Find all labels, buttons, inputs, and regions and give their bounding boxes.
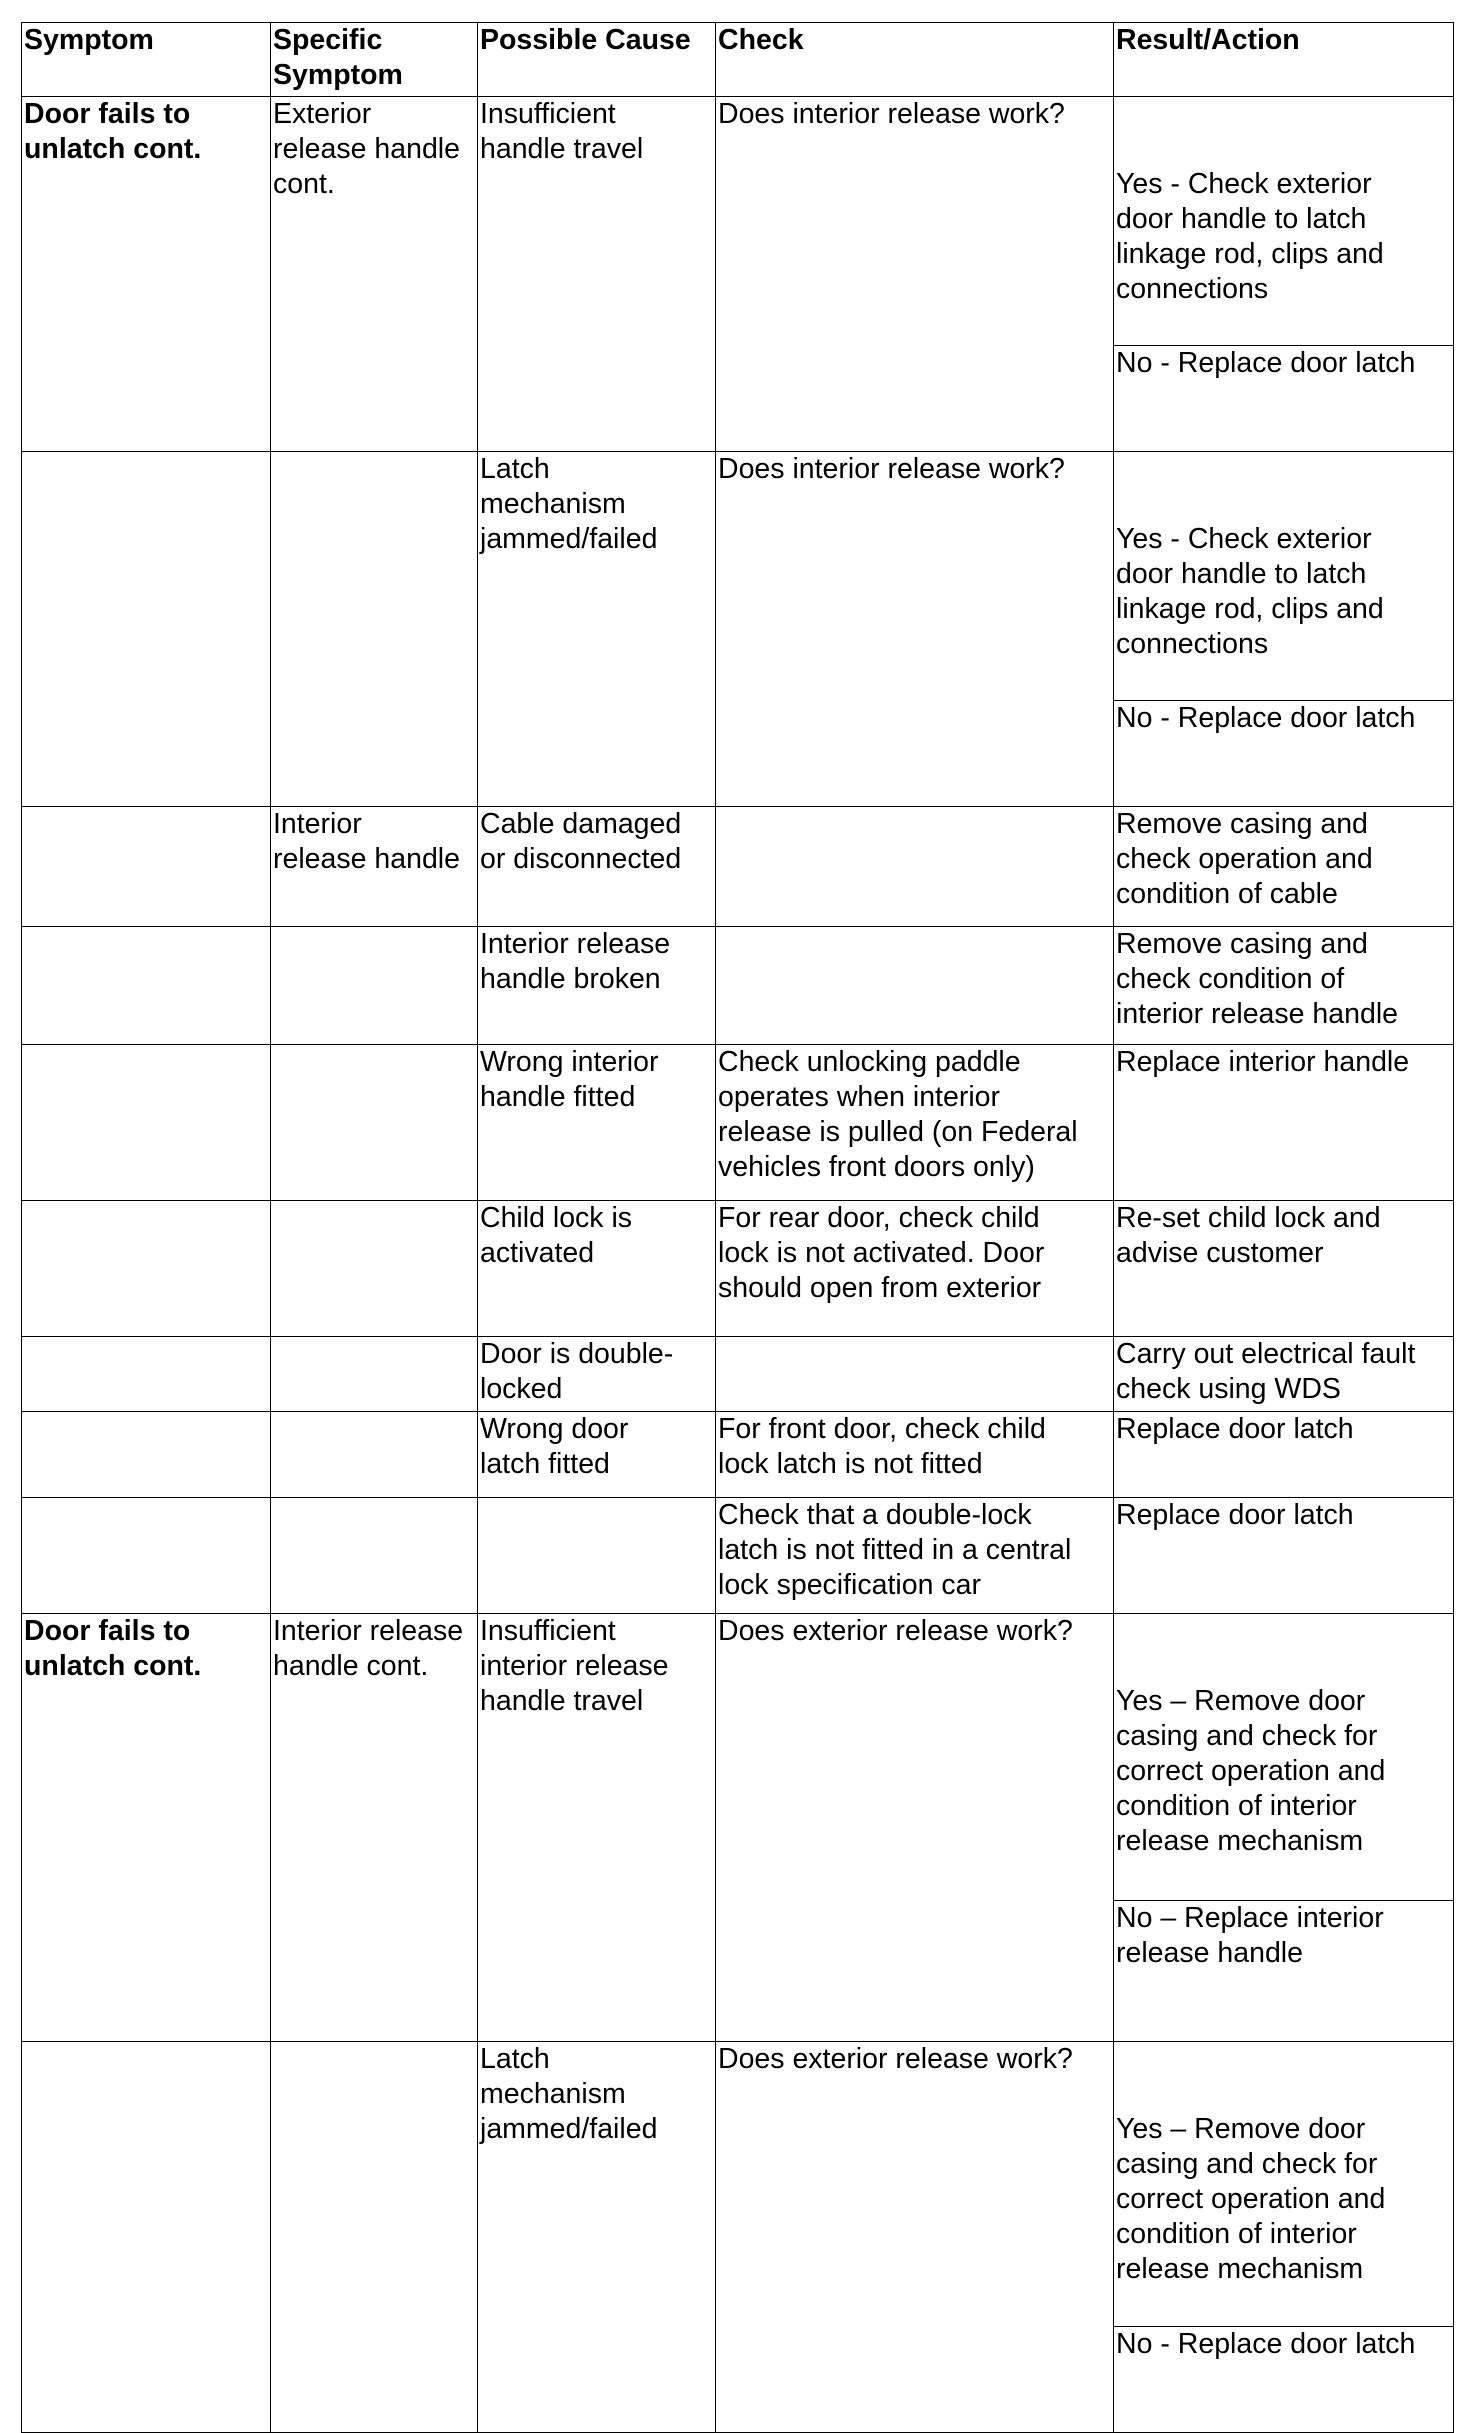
- symptom-cell: [22, 1412, 271, 1498]
- table-header-row: [22, 23, 1454, 97]
- specific-symptom-cell: Interior release handle cont.: [271, 1614, 478, 2042]
- header-possible-cause: Possible Cause: [478, 23, 716, 97]
- symptom-cell: Door fails to unlatch cont.: [22, 97, 271, 452]
- result-no: No - Replace door latch: [1114, 2326, 1453, 2362]
- possible-cause-cell: Cable damaged or disconnected: [478, 807, 716, 927]
- specific-symptom-cell: [271, 1498, 478, 1614]
- symptom-cell: [22, 1498, 271, 1614]
- result-action-cell: Replace interior handle: [1114, 1045, 1454, 1201]
- result-action-cell: Replace door latch: [1114, 1498, 1454, 1614]
- table-row: [22, 1201, 1454, 1337]
- result-yes: Yes – Remove door casing and check for correct operation and condition of interior release mechanism: [1116, 1685, 1386, 1857]
- possible-cause-cell: Insufficient handle travel: [478, 97, 716, 452]
- check-cell: For front door, check child lock latch is not fitted: [716, 1412, 1114, 1498]
- specific-symptom-cell: Exterior release handle cont.: [271, 97, 478, 452]
- symptom-cell: [22, 1201, 271, 1337]
- possible-cause-cell: Door is double- locked: [478, 1337, 716, 1412]
- specific-symptom-cell: [271, 1045, 478, 1201]
- table-row: [22, 1045, 1454, 1201]
- table-row: [22, 1614, 1454, 2042]
- symptom-cell: Door fails to unlatch cont.: [22, 1614, 271, 2042]
- check-cell: For rear door, check child lock is not activated. Door should open from exterior: [716, 1201, 1114, 1337]
- result-yes: Yes - Check exterior door handle to latch linkage rod, clips and connections: [1116, 523, 1384, 660]
- result-action-cell: [1114, 97, 1454, 452]
- check-cell: [716, 927, 1114, 1045]
- specific-symptom-cell: [271, 2042, 478, 2433]
- result-action-cell: Carry out electrical fault check using WDS: [1114, 1337, 1454, 1412]
- fault-diagnosis-table: [21, 22, 1454, 2433]
- header-result-action: Result/Action: [1114, 23, 1454, 97]
- table-row: [22, 97, 1454, 452]
- table-row: [22, 2042, 1454, 2433]
- possible-cause-cell: Wrong interior handle fitted: [478, 1045, 716, 1201]
- specific-symptom-cell: [271, 1412, 478, 1498]
- symptom-cell: [22, 807, 271, 927]
- possible-cause-cell: Latch mechanism jammed/failed: [478, 452, 716, 807]
- result-yes: Yes – Remove door casing and check for correct operation and condition of interior release mechanism: [1116, 2113, 1386, 2285]
- table-row: [22, 452, 1454, 807]
- check-cell: Check that a double-lock latch is not fitted in a central lock specification car: [716, 1498, 1114, 1614]
- table-row: [22, 1498, 1454, 1614]
- result-no: No – Replace interior release handle: [1114, 1900, 1453, 1971]
- specific-symptom-cell: [271, 452, 478, 807]
- possible-cause-cell: Child lock is activated: [478, 1201, 716, 1337]
- header-symptom: Symptom: [22, 23, 271, 97]
- table-row: [22, 1412, 1454, 1498]
- possible-cause-cell: Latch mechanism jammed/failed: [478, 2042, 716, 2433]
- symptom-cell: [22, 1045, 271, 1201]
- result-no: No - Replace door latch: [1114, 345, 1453, 381]
- result-action-cell: Replace door latch: [1114, 1412, 1454, 1498]
- check-cell: Does exterior release work?: [716, 1614, 1114, 2042]
- table-row: [22, 927, 1454, 1045]
- header-specific-symptom: Specific Symptom: [271, 23, 478, 97]
- specific-symptom-cell: [271, 1201, 478, 1337]
- table-row: [22, 1337, 1454, 1412]
- result-no: No - Replace door latch: [1114, 700, 1453, 736]
- result-action-cell: Re-set child lock and advise customer: [1114, 1201, 1454, 1337]
- possible-cause-cell: Wrong door latch fitted: [478, 1412, 716, 1498]
- possible-cause-cell: Insufficient interior release handle travel: [478, 1614, 716, 2042]
- check-cell: Check unlocking paddle operates when interior release is pulled (on Federal vehicles front doors only): [716, 1045, 1114, 1201]
- specific-symptom-cell: Interior release handle: [271, 807, 478, 927]
- possible-cause-cell: Interior release handle broken: [478, 927, 716, 1045]
- symptom-cell: [22, 452, 271, 807]
- specific-symptom-cell: [271, 927, 478, 1045]
- result-yes: Yes - Check exterior door handle to latch linkage rod, clips and connections: [1116, 168, 1384, 305]
- result-action-cell: Remove casing and check operation and condition of cable: [1114, 807, 1454, 927]
- result-action-cell: Remove casing and check condition of interior release handle: [1114, 927, 1454, 1045]
- possible-cause-cell: [478, 1498, 716, 1614]
- symptom-cell: [22, 927, 271, 1045]
- symptom-cell: [22, 2042, 271, 2433]
- check-cell: Does interior release work?: [716, 97, 1114, 452]
- check-cell: [716, 1337, 1114, 1412]
- result-action-cell: [1114, 2042, 1454, 2433]
- symptom-cell: [22, 1337, 271, 1412]
- check-cell: Does interior release work?: [716, 452, 1114, 807]
- check-cell: [716, 807, 1114, 927]
- header-check: Check: [716, 23, 1114, 97]
- result-action-cell: [1114, 1614, 1454, 2042]
- table-row: [22, 807, 1454, 927]
- check-cell: Does exterior release work?: [716, 2042, 1114, 2433]
- result-action-cell: [1114, 452, 1454, 807]
- specific-symptom-cell: [271, 1337, 478, 1412]
